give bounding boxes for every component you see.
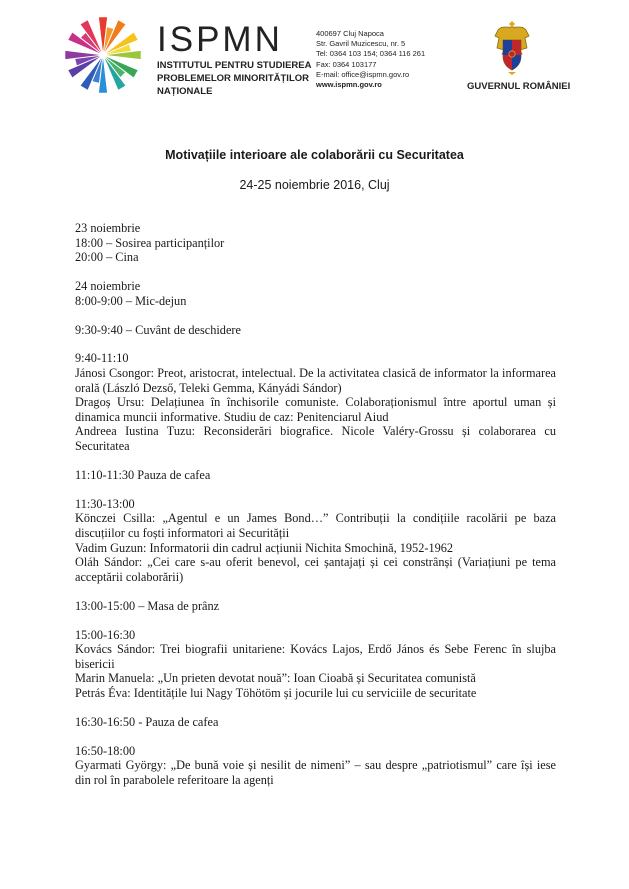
lunch: 13:00-15:00 – Masa de prânz <box>75 598 220 613</box>
day2-date: 24 noiembrie <box>75 279 141 294</box>
session4-talk-1: Gyarmati György: „De bună voie și nesilit de nimeni” – sau despre „patriotismul” care își iese din rol în parabolele referitoare la agenți <box>75 758 556 787</box>
day2-breakfast: 8:00-9:00 – Mic-dejun <box>75 293 187 308</box>
event-dates: 24-25 noiembrie 2016, Cluj <box>239 178 390 192</box>
institute-name-line-1: INSTITUTUL PENTRU STUDIEREA <box>157 60 312 71</box>
session3-talk-2: Marin Manuela: „Un prieten devotat nouă”: Ioan Cioabă și Securitatea comunistă <box>75 671 476 686</box>
ispmn-wordmark: ISPMN <box>157 20 283 59</box>
coffee-break-1: 11:10-11:30 Pauza de cafea <box>75 467 211 482</box>
spacer <box>75 701 556 715</box>
session2-time: 11:30-13:00 <box>75 496 135 511</box>
session3-talk-3: Petrás Éva: Identitățile lui Nagy Töhötöm și jocurile lui cu serviciile de securitate <box>75 685 477 700</box>
session3-talk-1: Kovács Sándor: Trei biografii unitariene: Kovács Lajos, Erdő János és Sebe Ferenc în slujba bisericii <box>75 642 556 671</box>
session2-talk-3: Oláh Sándor: „Cei care s-au oferit benevol, cei șantajați și cei constrânși (Variațiuni pe tema acceptării colaborării) <box>75 555 556 584</box>
session1-talk-3: Andreea Iustina Tuzu: Reconsiderări biografice. Nicole Valéry-Grossu și colaborarea cu Securitatea <box>75 424 556 454</box>
institute-brand <box>157 22 311 97</box>
spacer <box>75 584 556 598</box>
spacer <box>75 729 556 743</box>
program-schedule <box>75 221 556 787</box>
session1-time: 9:40-11:10 <box>75 351 129 366</box>
ispmn-logo-icon <box>62 14 144 96</box>
session3-time: 15:00-16:30 <box>75 627 136 642</box>
contact-email[interactable]: E-mail: office@ispmn.gov.ro <box>316 69 410 79</box>
letterhead <box>0 0 629 110</box>
session1-talk-2: Dragoș Ursu: Delațiunea în închisorile comuniste. Colaboraționismul între aportul uman și dinamica muncii informative. Studiu de caz: Penitenciarul Aiud <box>75 395 556 424</box>
contact-street: Str. Gavril Muzicescu, nr. 5 <box>316 39 406 49</box>
institute-name-line-2: PROBLEMELOR MINORITĂȚILOR <box>157 73 309 84</box>
document-title: Motivațiile interioare ale colaborării cu Securitatea <box>165 148 464 162</box>
session4-time: 16:50-18:00 <box>75 743 136 758</box>
government-label: GUVERNUL ROMÂNIEI <box>467 81 571 92</box>
spacer <box>75 337 556 351</box>
session1-talk-1: Jánosi Csongor: Preot, aristocrat, intelectual. De la activitatea clasică de informator la informarea orală (László Dezső, Teleki Gemma, Kányádi Sándor) <box>75 366 556 395</box>
day1-dinner: 20:00 – Cina <box>75 250 139 265</box>
spacer <box>75 454 556 468</box>
session2-talk-1: Könczei Csilla: „Agentul e un James Bond…” Contribuții la condițiile racolării pe baza discuțiilor cu foști informatori ai Securității <box>75 511 556 540</box>
spacer <box>75 483 556 497</box>
contact-postal: 400697 Cluj Napoca <box>316 29 384 38</box>
day1-date: 23 noiembrie <box>75 221 141 235</box>
session2-talk-2: Vadim Guzun: Informatorii din cadrul acțiunii Nichita Smochină, 1952-1962 <box>75 540 454 555</box>
spacer <box>75 308 556 322</box>
contact-phone: Tel: 0364 103 154; 0364 116 261 <box>316 49 426 59</box>
opening-remarks: 9:30-9:40 – Cuvânt de deschidere <box>75 322 241 337</box>
coat-of-arms-icon <box>492 20 532 76</box>
coffee-break-2: 16:30-16:50 - Pauza de cafea <box>75 714 219 729</box>
institute-name-line-3: NAȚIONALE <box>157 86 213 97</box>
contact-fax: Fax: 0364 103177 <box>316 59 377 69</box>
spacer <box>75 613 556 627</box>
contact-block <box>316 29 425 90</box>
spacer <box>75 265 556 279</box>
contact-website-link[interactable]: www.ispmn.gov.ro <box>316 80 382 90</box>
day1-arrival: 18:00 – Sosirea participanților <box>75 235 225 250</box>
